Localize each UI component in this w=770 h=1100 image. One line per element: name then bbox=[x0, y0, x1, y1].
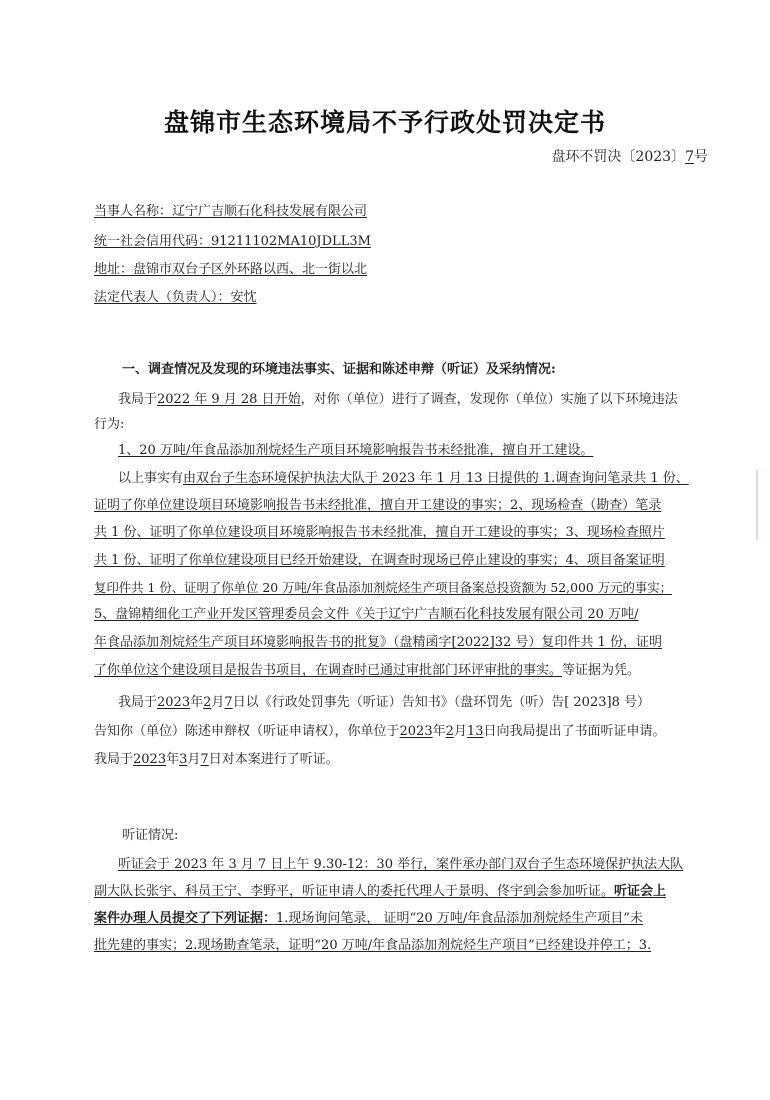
hearing-line-4: 批先建的事实；2.现场勘查笔录，证明“20 万吨/年食品添加剂烷烃生产项目”已经建设并停工；3. bbox=[94, 938, 652, 953]
text-segment: 1.现场询问笔录， 证明“20 万吨/年食品添加剂烷烃生产项目”未 bbox=[276, 911, 643, 926]
evidence-line-8 bbox=[94, 662, 640, 680]
seal-edge-mark bbox=[756, 470, 770, 540]
evidence-line-3: 共 1 份、证明了你单位建设项目环境影响报告书未经批准，擅自开工建设的事实；3、现场检查照片 bbox=[94, 525, 665, 540]
address-row bbox=[94, 261, 367, 279]
document-number bbox=[551, 146, 708, 166]
legal-rep-value: 安忱 bbox=[230, 290, 257, 305]
evidence-line-5: 复印件共 1 份、证明了你单位 20 万吨/年食品添加剂烷烃生产项目备案总投资额为 52,000 万元的事实； bbox=[94, 580, 673, 595]
text-segment: 听证会上 bbox=[614, 884, 667, 899]
hearing-line-2 bbox=[94, 883, 666, 901]
text-segment: 了你单位这个建设项目是报告书项目，在调查时已通过审批部门环评审批的事实。 bbox=[94, 663, 563, 678]
text-segment: 由双台子生态环境保护执法大队于 2023 年 1 月 13 日提供的 1.调查询问笔录共 1 份、 bbox=[183, 471, 689, 486]
notice-year: 2023 bbox=[157, 695, 191, 710]
investigation-start-date: 2022 年 9 月 28 日开始 bbox=[157, 392, 301, 407]
doc-number-value: 7 bbox=[685, 149, 694, 165]
credit-code-value: 91211102MA10JDLL3M bbox=[211, 234, 371, 249]
violation-item-1: 1、20 万吨/年食品添加剂烷烃生产项目环境影响报告书未经批准，擅自开工建设。 bbox=[118, 443, 594, 458]
text-segment: 年 bbox=[432, 724, 446, 739]
evidence-line-4: 共 1 份、证明了你单位建设项目已经开始建设，在调查时现场已停止建设的事实；4、项目备案证明 bbox=[94, 553, 665, 568]
text-segment: 以上事实有 bbox=[118, 471, 184, 486]
party-name-label: 当事人名称： bbox=[94, 204, 173, 219]
hearing-line-3 bbox=[94, 910, 643, 928]
investigation-line-2: 行为: bbox=[94, 417, 125, 432]
document-title: 盘锦市生态环境局不予行政处罚决定书 bbox=[163, 108, 606, 137]
application-month: 2 bbox=[445, 724, 454, 739]
text-segment: 副大队长张宇、科员王宁、李野平，听证申请人的委托代理人于景明、佟宇到会参加听证。 bbox=[94, 884, 615, 899]
notice-line-2 bbox=[94, 723, 665, 741]
application-day: 13 bbox=[466, 724, 484, 739]
evidence-line-1 bbox=[118, 470, 689, 488]
legal-rep-row bbox=[94, 289, 257, 307]
doc-number-suffix: 号 bbox=[694, 149, 708, 165]
text-segment: 月 bbox=[187, 752, 201, 767]
text-segment: 月 bbox=[453, 724, 467, 739]
application-year: 2023 bbox=[399, 724, 433, 739]
section-one-heading: 一、调查情况及发现的环境违法事实、证据和陈述申辩（听证）及采纳情况: bbox=[122, 362, 556, 377]
text-segment: 日向我局提出了书面听证申请。 bbox=[483, 724, 666, 739]
text-segment: 我局于 bbox=[94, 752, 134, 767]
text-segment: 日对本案进行了听证。 bbox=[208, 752, 339, 767]
notice-line-1 bbox=[118, 694, 650, 712]
text-segment: 案件办理人员提交了下列证据： bbox=[94, 911, 277, 926]
hearing-month: 3 bbox=[179, 752, 188, 767]
address-value: 盘锦市双台子区外环路以西、北一街以北 bbox=[133, 262, 368, 277]
investigation-line-1 bbox=[118, 391, 678, 409]
notice-day: 7 bbox=[224, 695, 233, 710]
party-name-value: 辽宁广吉顺石化科技发展有限公司 bbox=[172, 204, 368, 219]
credit-code-row bbox=[94, 233, 371, 251]
notice-month: 2 bbox=[203, 695, 212, 710]
evidence-line-2: 证明了你单位建设项目环境影响报告书未经批准，擅自开工建设的事实；2、现场检查（勘查）笔录 bbox=[94, 498, 662, 513]
doc-number-prefix: 盘环不罚决〔2023〕 bbox=[551, 149, 686, 165]
text-segment: 年 bbox=[166, 752, 180, 767]
notice-line-3 bbox=[94, 751, 339, 769]
legal-rep-label: 法定代表人（负责人）： bbox=[94, 290, 231, 305]
evidence-line-7: 年食品添加剂烷烃生产项目环境影响报告书的批复》（盘精函字[2022]32 号）复印件共 1 份，证明 bbox=[94, 635, 662, 650]
text-segment: 年 bbox=[190, 695, 204, 710]
text-segment: 我局于 bbox=[118, 392, 158, 407]
party-name-row bbox=[94, 203, 367, 221]
text-segment: 我局于 bbox=[118, 695, 158, 710]
text-segment: ，对你（单位）进行了调查，发现你（单位）实施了以下环境违法 bbox=[300, 392, 678, 407]
address-label: 地址： bbox=[94, 262, 134, 277]
text-segment: 等证据为凭。 bbox=[562, 663, 641, 678]
hearing-day: 7 bbox=[200, 752, 209, 767]
text-segment: 告知你（单位）陈述申辩权（听证申请权），你单位于 bbox=[94, 724, 400, 739]
hearing-heading: 听证情况: bbox=[122, 828, 179, 843]
text-segment: 月 bbox=[211, 695, 225, 710]
credit-code-label: 统一社会信用代码： bbox=[94, 234, 212, 249]
hearing-year: 2023 bbox=[133, 752, 167, 767]
hearing-line-1: 听证会于 2023 年 3 月 7 日上午 9.30-12：30 举行，案件承办部门双台子生态环境保护执法大队 bbox=[118, 857, 684, 872]
evidence-line-6: 5、盘锦精细化工产业开发区管理委员会文件《关于辽宁广吉顺石化科技发展有限公司 20 万吨/ bbox=[94, 607, 639, 622]
text-segment: 日以《行政处罚事先（听证）告知书》（盘环罚先（听）告[ 2023]8 号） bbox=[232, 695, 650, 710]
